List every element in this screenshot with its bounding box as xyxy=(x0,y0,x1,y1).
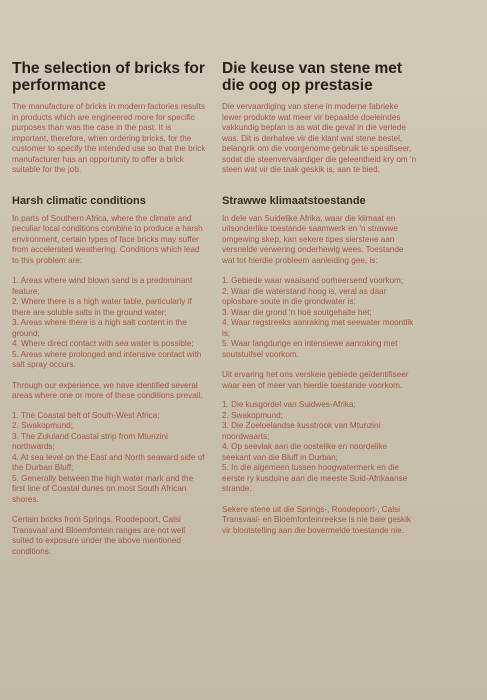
english-section-heading: Harsh climatic conditions xyxy=(12,194,146,207)
afrikaans-closing: Sekere stene uit die Springs-, Roodepoort-, Calsi Transvaal- en Bloemfonteinreekse is nie baie geskik vir blootstelling aan die bovermelde toestande nie. xyxy=(222,504,412,535)
english-para2: Through our experience, we have identified several areas where one or more of these conditions prevail. xyxy=(12,380,203,400)
english-column xyxy=(12,60,208,557)
list-item: 1. Areas where wind blown sand is a predominant feature; xyxy=(12,276,193,296)
list-item: 2. Swakopmund; xyxy=(12,421,73,430)
list-item: 5. Generally between the high water mark and the first line of Coastal dunes on most South African shores. xyxy=(12,473,194,504)
list-item: 2. Waar die waterstand hoog is, veral as daar oplosbare soute in die grondwater is; xyxy=(222,286,387,306)
list-item: 1. Gebiede waar waaisand oorheersend voorkom; xyxy=(222,276,404,285)
afrikaans-conditions-list xyxy=(222,276,418,360)
afrikaans-para2: Uit ervaring het ons verskeie gebiede geïdentifiseer waar een of meer van hierdie toestande voorkom. xyxy=(222,370,409,390)
list-item: 4. At sea level on the East and North seaward side of the Durban Bluff; xyxy=(12,452,205,472)
afrikaans-areas-list xyxy=(222,400,418,495)
list-item: 5. In die algemeen tussen hoogwatermerk en die eerste ry kusduine aan die meeste Suid-Afrikaanse strande. xyxy=(222,463,408,493)
list-item: 2. Swakopmund; xyxy=(222,410,283,420)
list-item: 3. Die Zoeloelandse kusstrook van Mtunzini noordwaarts; xyxy=(222,421,381,441)
afrikaans-title: Die keuse van stene met die oog op prestasie xyxy=(222,60,403,94)
list-item: 5. Areas where prolonged and intensive contact with salt spray occurs. xyxy=(12,349,202,369)
afrikaans-column xyxy=(222,60,418,536)
list-item: 3. The Zululand Coastal strip from Mtunzini northwards; xyxy=(12,431,168,451)
english-areas-list xyxy=(12,411,208,506)
english-harsh-section xyxy=(12,195,208,267)
list-item: 3. Waar die grond 'n hoë soutgehalte het; xyxy=(222,307,372,317)
english-closing: Certain bricks from Springs, Roodepoort, Calsi Transvaal and Bloemfontein ranges are not well suited to exposure under the above mentioned conditions. xyxy=(12,515,186,556)
list-item: 1. Die kusgordel van Suidwes-Afrika; xyxy=(222,400,356,409)
list-item: 2. Where there is a high water table, particularly if there are soluble salts in the ground water; xyxy=(12,297,192,317)
english-conditions-list xyxy=(12,276,208,371)
english-intro: The manufacture of bricks in modern factories results in products which are engineered more for specific purposes than was the case in the past. It is important, therefore, when ordering bricks, for the customer to specify the intended use so that the brick manufacturer has an opportunity to offer a brick suitable for the job. xyxy=(12,102,206,174)
english-para1: In parts of Southern Africa, where the climate and peculiar local conditions combine to produce a harsh environment, certain types of face bricks may suffer from accelerated weathering. Conditions which lead to this problem are: xyxy=(12,213,203,265)
english-title: The selection of bricks for performance xyxy=(12,60,205,94)
afrikaans-harsh-section xyxy=(222,195,418,267)
list-item: 4. Waar regstreeks aanraking met seewater moontlik is; xyxy=(222,318,414,338)
afrikaans-section-heading: Strawwe klimaatstoestande xyxy=(222,194,366,207)
afrikaans-para1: In dele van Suidelike Afrika, waar die klimaat en uitsonderlike toestande saamwerk en 'n strawwe omgewing skep, kan sekere tipes siersteне aan versnelde verwering onderhewig wees. Toestande wat tot hierdie probleem aanleiding gee, is: xyxy=(222,213,404,265)
list-item: 4. Op seevlak aan die oostelike en noordelike seekant van die Bluff in Durban; xyxy=(222,442,388,462)
list-item: 3. Areas where there is a high salt content in the ground; xyxy=(12,318,187,338)
list-item: 1. The Coastal belt of South-West Africa; xyxy=(12,410,160,420)
afrikaans-intro: Die vervaardiging van stene in moderne fabrieke lewer produkte wat meer vir bepaalde doeleindes vakkundig beplan is as wat die geval in die verlede was. Dit is derhalwe vir die klant wat stene bestel, belangrik om die voorgenome gebruik te spesifiseer, sodat die steenvervaardiger die geleentheid kry om 'n steen wat vir die taak geskik is, aan te bied. xyxy=(222,102,417,174)
list-item: 4. Where direct contact with sea water is possible; xyxy=(12,339,194,348)
list-item: 5. Waar langdurige en intensiewe aanraking met soutstuifsel voorkom. xyxy=(222,339,398,359)
